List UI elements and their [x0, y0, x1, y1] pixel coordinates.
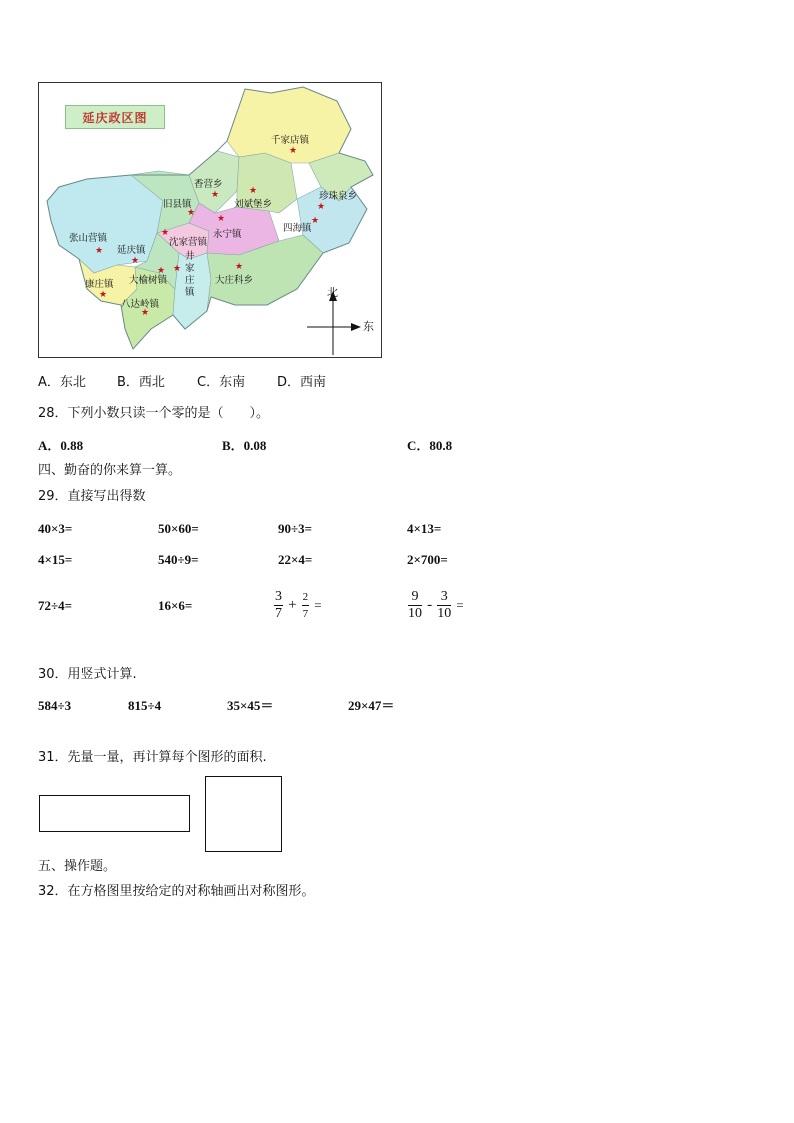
fraction: [274, 589, 283, 622]
q27-option-d: D．西南: [277, 375, 327, 390]
square-figure: [205, 776, 282, 852]
star-icon: ★: [317, 202, 326, 212]
star-icon: ★: [235, 262, 244, 272]
star-icon: ★: [131, 256, 140, 266]
town-zhangshanying: 张山营镇: [69, 233, 108, 244]
q28-stem: 28．下列小数只读一个零的是（ ）。: [38, 406, 270, 421]
town-yanqing: 延庆镇: [117, 245, 146, 256]
q29-fraction-difference: [408, 589, 464, 622]
q29-item: 2×700=: [407, 552, 448, 567]
town-dazhuangke: 大庄科乡: [215, 275, 254, 286]
q30-item: 815÷4: [128, 698, 162, 713]
q30-stem: 30．用竖式计算.: [38, 667, 137, 682]
section-5-heading: 五、操作题。: [38, 859, 117, 874]
q29-item: 50×60=: [158, 521, 199, 536]
equals-sign: =: [314, 597, 322, 613]
town-liubinbao: 刘斌堡乡: [234, 199, 273, 210]
star-icon: ★: [289, 146, 298, 156]
town-sihai: 四海镇: [283, 223, 312, 234]
q30-item: 29×47＝: [348, 698, 395, 713]
rectangle-figure: [39, 795, 190, 832]
q29-item: 22×4=: [278, 552, 313, 567]
district-map: [38, 82, 382, 358]
numerator: 9: [408, 589, 422, 606]
q29-item: 540÷9=: [158, 552, 199, 567]
compass-east-label: 东: [363, 320, 374, 333]
q29-item: 4×13=: [407, 521, 442, 536]
town-jing: 井: [185, 251, 195, 262]
star-icon: ★: [217, 214, 226, 224]
operator: -: [427, 597, 433, 613]
star-icon: ★: [173, 264, 182, 274]
star-icon: ★: [311, 216, 320, 226]
numerator: 3: [275, 589, 282, 604]
numerator: 2: [302, 589, 310, 606]
map-title-box: [65, 105, 165, 129]
fraction: [437, 589, 451, 622]
section-4-heading: 四、勤奋的你来算一算。: [38, 463, 182, 478]
q30-item: 35×45＝: [227, 698, 274, 713]
q29-item: 72÷4=: [38, 598, 73, 613]
map-title: 延庆政区图: [82, 111, 148, 125]
town-shenjiaying: 沈家营镇: [169, 237, 208, 248]
q29-item: 40×3=: [38, 521, 73, 536]
q28-option-b: B．0.08: [222, 438, 267, 453]
fraction: [408, 589, 422, 622]
q28-option-a: A．0.88: [38, 438, 84, 453]
town-qianjiadian: 千家店镇: [271, 135, 310, 146]
denominator: 10: [437, 606, 452, 621]
denominator: 7: [302, 608, 309, 620]
q29-item: 90÷3=: [278, 521, 313, 536]
star-icon: ★: [141, 308, 150, 318]
compass-north-label: 北: [327, 286, 338, 299]
q27-option-a: A．东北: [38, 375, 86, 390]
numerator: 3: [437, 589, 451, 606]
town-xiangying: 香营乡: [194, 179, 223, 190]
q31-stem: 31．先量一量，再计算每个图形的面积.: [38, 750, 267, 765]
star-icon: ★: [99, 290, 108, 300]
q29-item: 16×6=: [158, 598, 193, 613]
q27-option-b: B．西北: [117, 375, 165, 390]
town-jiuxian: 旧县镇: [163, 199, 192, 210]
q29-stem: 29．直接写出得数: [38, 489, 146, 504]
star-icon: ★: [95, 246, 104, 256]
star-icon: ★: [249, 186, 258, 196]
denominator: 10: [408, 606, 422, 621]
town-yongning: 永宁镇: [213, 229, 242, 240]
star-icon: ★: [187, 208, 196, 218]
operator: +: [288, 597, 297, 613]
star-icon: ★: [161, 228, 170, 238]
q29-item: 4×15=: [38, 552, 73, 567]
town-dayushu: 大榆树镇: [129, 275, 168, 286]
q28-option-c: C．80.8: [407, 438, 453, 453]
town-zhuang: 庄: [185, 275, 195, 286]
star-icon: ★: [211, 190, 220, 200]
town-zhen: 镇: [185, 287, 195, 298]
town-kangzhuang: 康庄镇: [85, 279, 114, 290]
star-icon: ★: [157, 266, 166, 276]
fraction: [302, 589, 310, 622]
q27-option-c: C．东南: [197, 375, 246, 390]
q30-item: 584÷3: [38, 698, 72, 713]
denominator: 7: [275, 606, 282, 621]
q32-stem: 32．在方格图里按给定的对称轴画出对称图形。: [38, 884, 315, 899]
town-jiazhuang-jia: 家: [185, 263, 195, 274]
town-zhenzhuquan: 珍珠泉乡: [319, 191, 358, 202]
q29-fraction-sum: [274, 589, 322, 622]
town-badaling: 八达岭镇: [121, 299, 160, 310]
equals-sign: =: [456, 597, 464, 613]
